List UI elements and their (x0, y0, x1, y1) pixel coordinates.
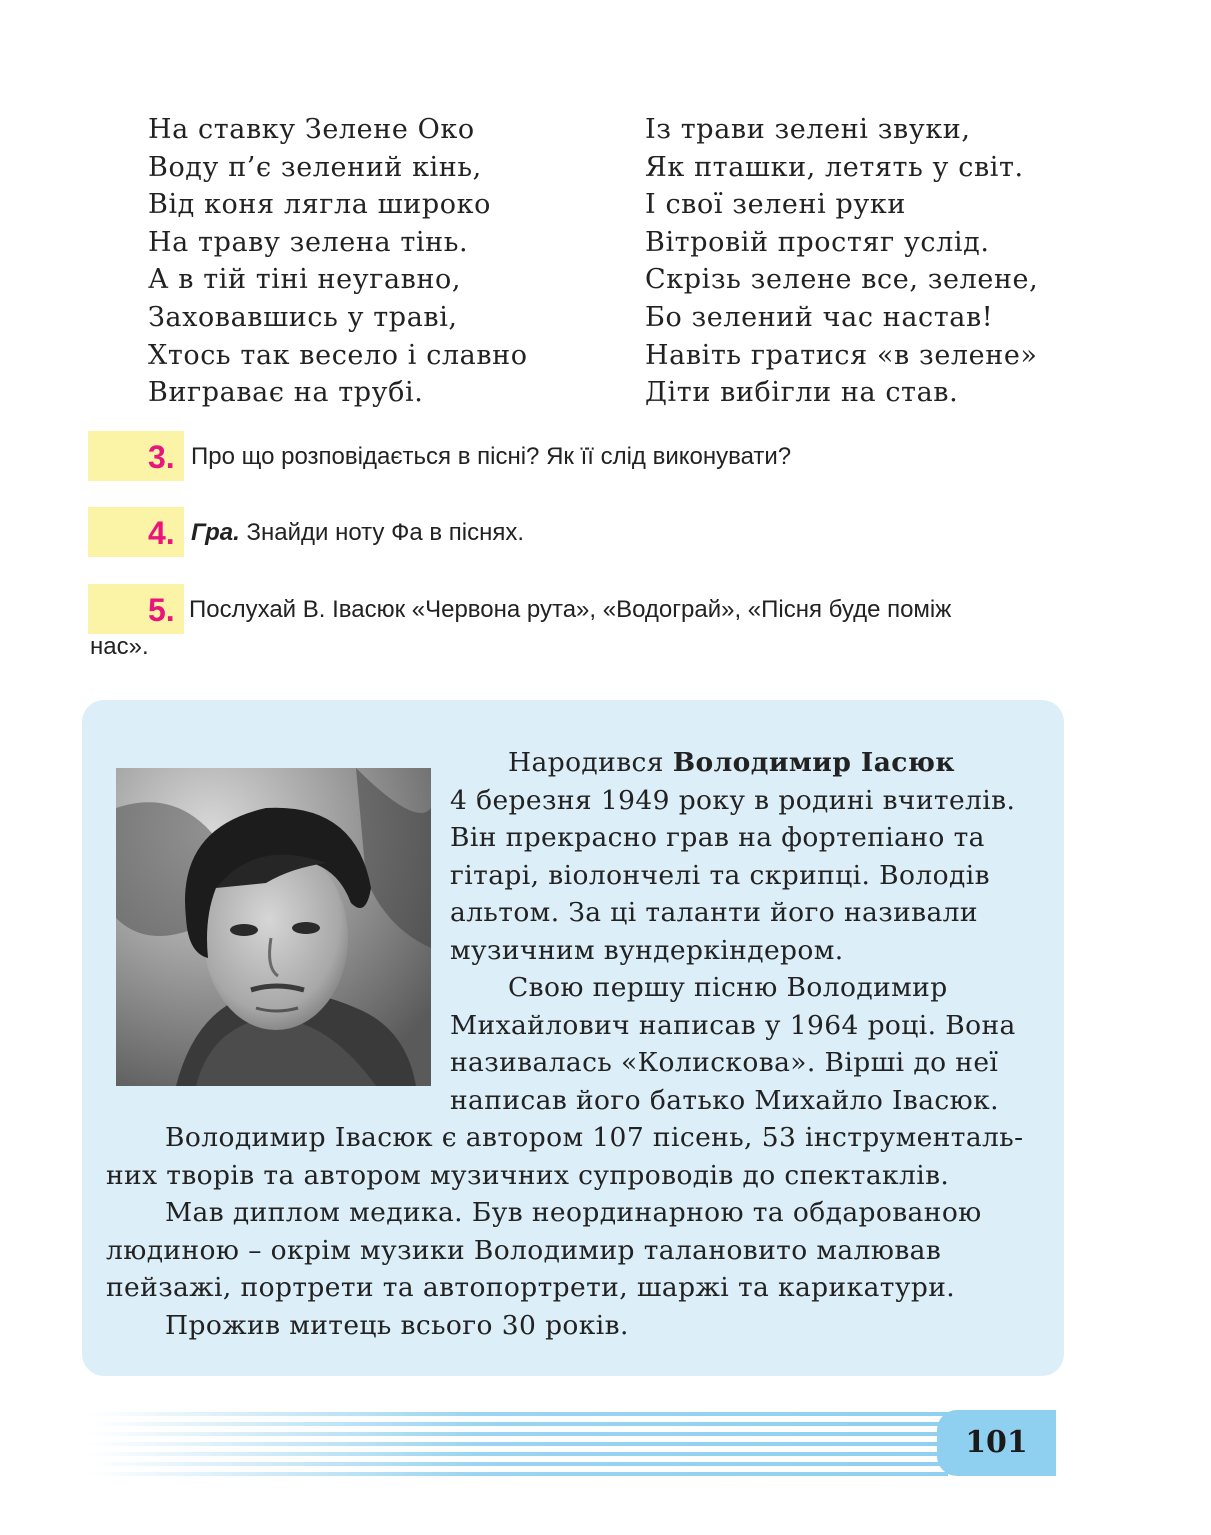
bio-line: пейзажі, портрети та автопортрети, шаржі та карикатури. (106, 1272, 956, 1303)
task-number: 5. (148, 592, 175, 628)
bio-line: називалась «Колискова». Вірші до неї (450, 1047, 999, 1078)
poem-line: Вітровій простяг услід. (645, 226, 990, 258)
page-number: 101 (965, 1425, 1028, 1460)
poem-line: І свої зелені руки (645, 189, 906, 221)
page-decoration-stripes (88, 1408, 948, 1480)
poem-line: Хтось так весело і славно (148, 339, 528, 371)
poem-line: А в тій тіні неугавно, (148, 264, 462, 296)
poem-left-column (148, 111, 528, 412)
bio-line: Михайлович написав у 1964 році. Вона (450, 1010, 1016, 1041)
poem-line: Від коня лягла широко (148, 189, 491, 221)
bio-name: Володимир Іасюк (672, 747, 955, 778)
bio-line: альтом. За ці таланти його називали (450, 897, 978, 928)
poem-line: На траву зелена тінь. (148, 226, 469, 258)
task-text-continuation: нас». (90, 633, 149, 660)
portrait-photo (116, 768, 431, 1086)
task-number: 3. (148, 439, 175, 475)
bio-line: Свою першу пісню Володимир (508, 972, 948, 1003)
task-label: Гра. (191, 519, 240, 546)
task-text: Послухай В. Івасюк «Червона рута», «Водограй», «Пісня буде поміж (189, 596, 952, 623)
bio-line: Володимир Івасюк є автором 107 пісень, 53 інструменталь- (165, 1122, 1024, 1153)
poem-line: Як пташки, летять у світ. (645, 151, 1024, 183)
bio-line: людиною – окрім музики Володимир талановито малював (106, 1235, 942, 1266)
poem-line: Діти вибігли на став. (645, 377, 959, 409)
poem-line: Заховавшись у траві, (148, 301, 458, 333)
poem-line: На ставку Зелене Око (148, 114, 475, 145)
bio-line: музичним вундеркіндером. (450, 935, 844, 966)
bio-line: Він прекрасно грав на фортепіано та (450, 822, 985, 853)
bio-line: написав його батько Михайло Івасюк. (450, 1085, 999, 1116)
task-text-wrapper (191, 519, 524, 547)
bio-intro (508, 744, 955, 782)
bio-line: Прожив митець всього 30 років. (165, 1310, 629, 1341)
poem-line: Із трави зелені звуки, (645, 114, 971, 145)
bio-intro-prefix: Народився (508, 747, 664, 778)
poem-right-column (645, 111, 1038, 412)
poem-line: Вигравaє на трубі. (148, 377, 424, 409)
bio-line: гітарі, віолончелі та скрипці. Володів (450, 860, 990, 891)
bio-line: них творів та автором музичних супроводів до спектаклів. (106, 1160, 950, 1191)
task-text: Про що розповідається в пісні? Як її слід виконувати? (191, 443, 792, 470)
bio-line: 4 березня 1949 року в родині вчителів. (450, 785, 1016, 816)
task-text: Знайди ноту Фа в піснях. (246, 519, 524, 546)
poem-line: Скрізь зелене все, зелене, (645, 264, 1039, 296)
task-number: 4. (148, 515, 175, 551)
bio-line: Мав диплом медика. Був неординарною та обдарованою (165, 1197, 982, 1228)
poem-line: Воду п’є зелений кінь, (148, 151, 482, 183)
poem-line: Бо зелений час настав! (645, 301, 994, 333)
poem-line: Навіть гратися «в зелене» (645, 339, 1038, 371)
